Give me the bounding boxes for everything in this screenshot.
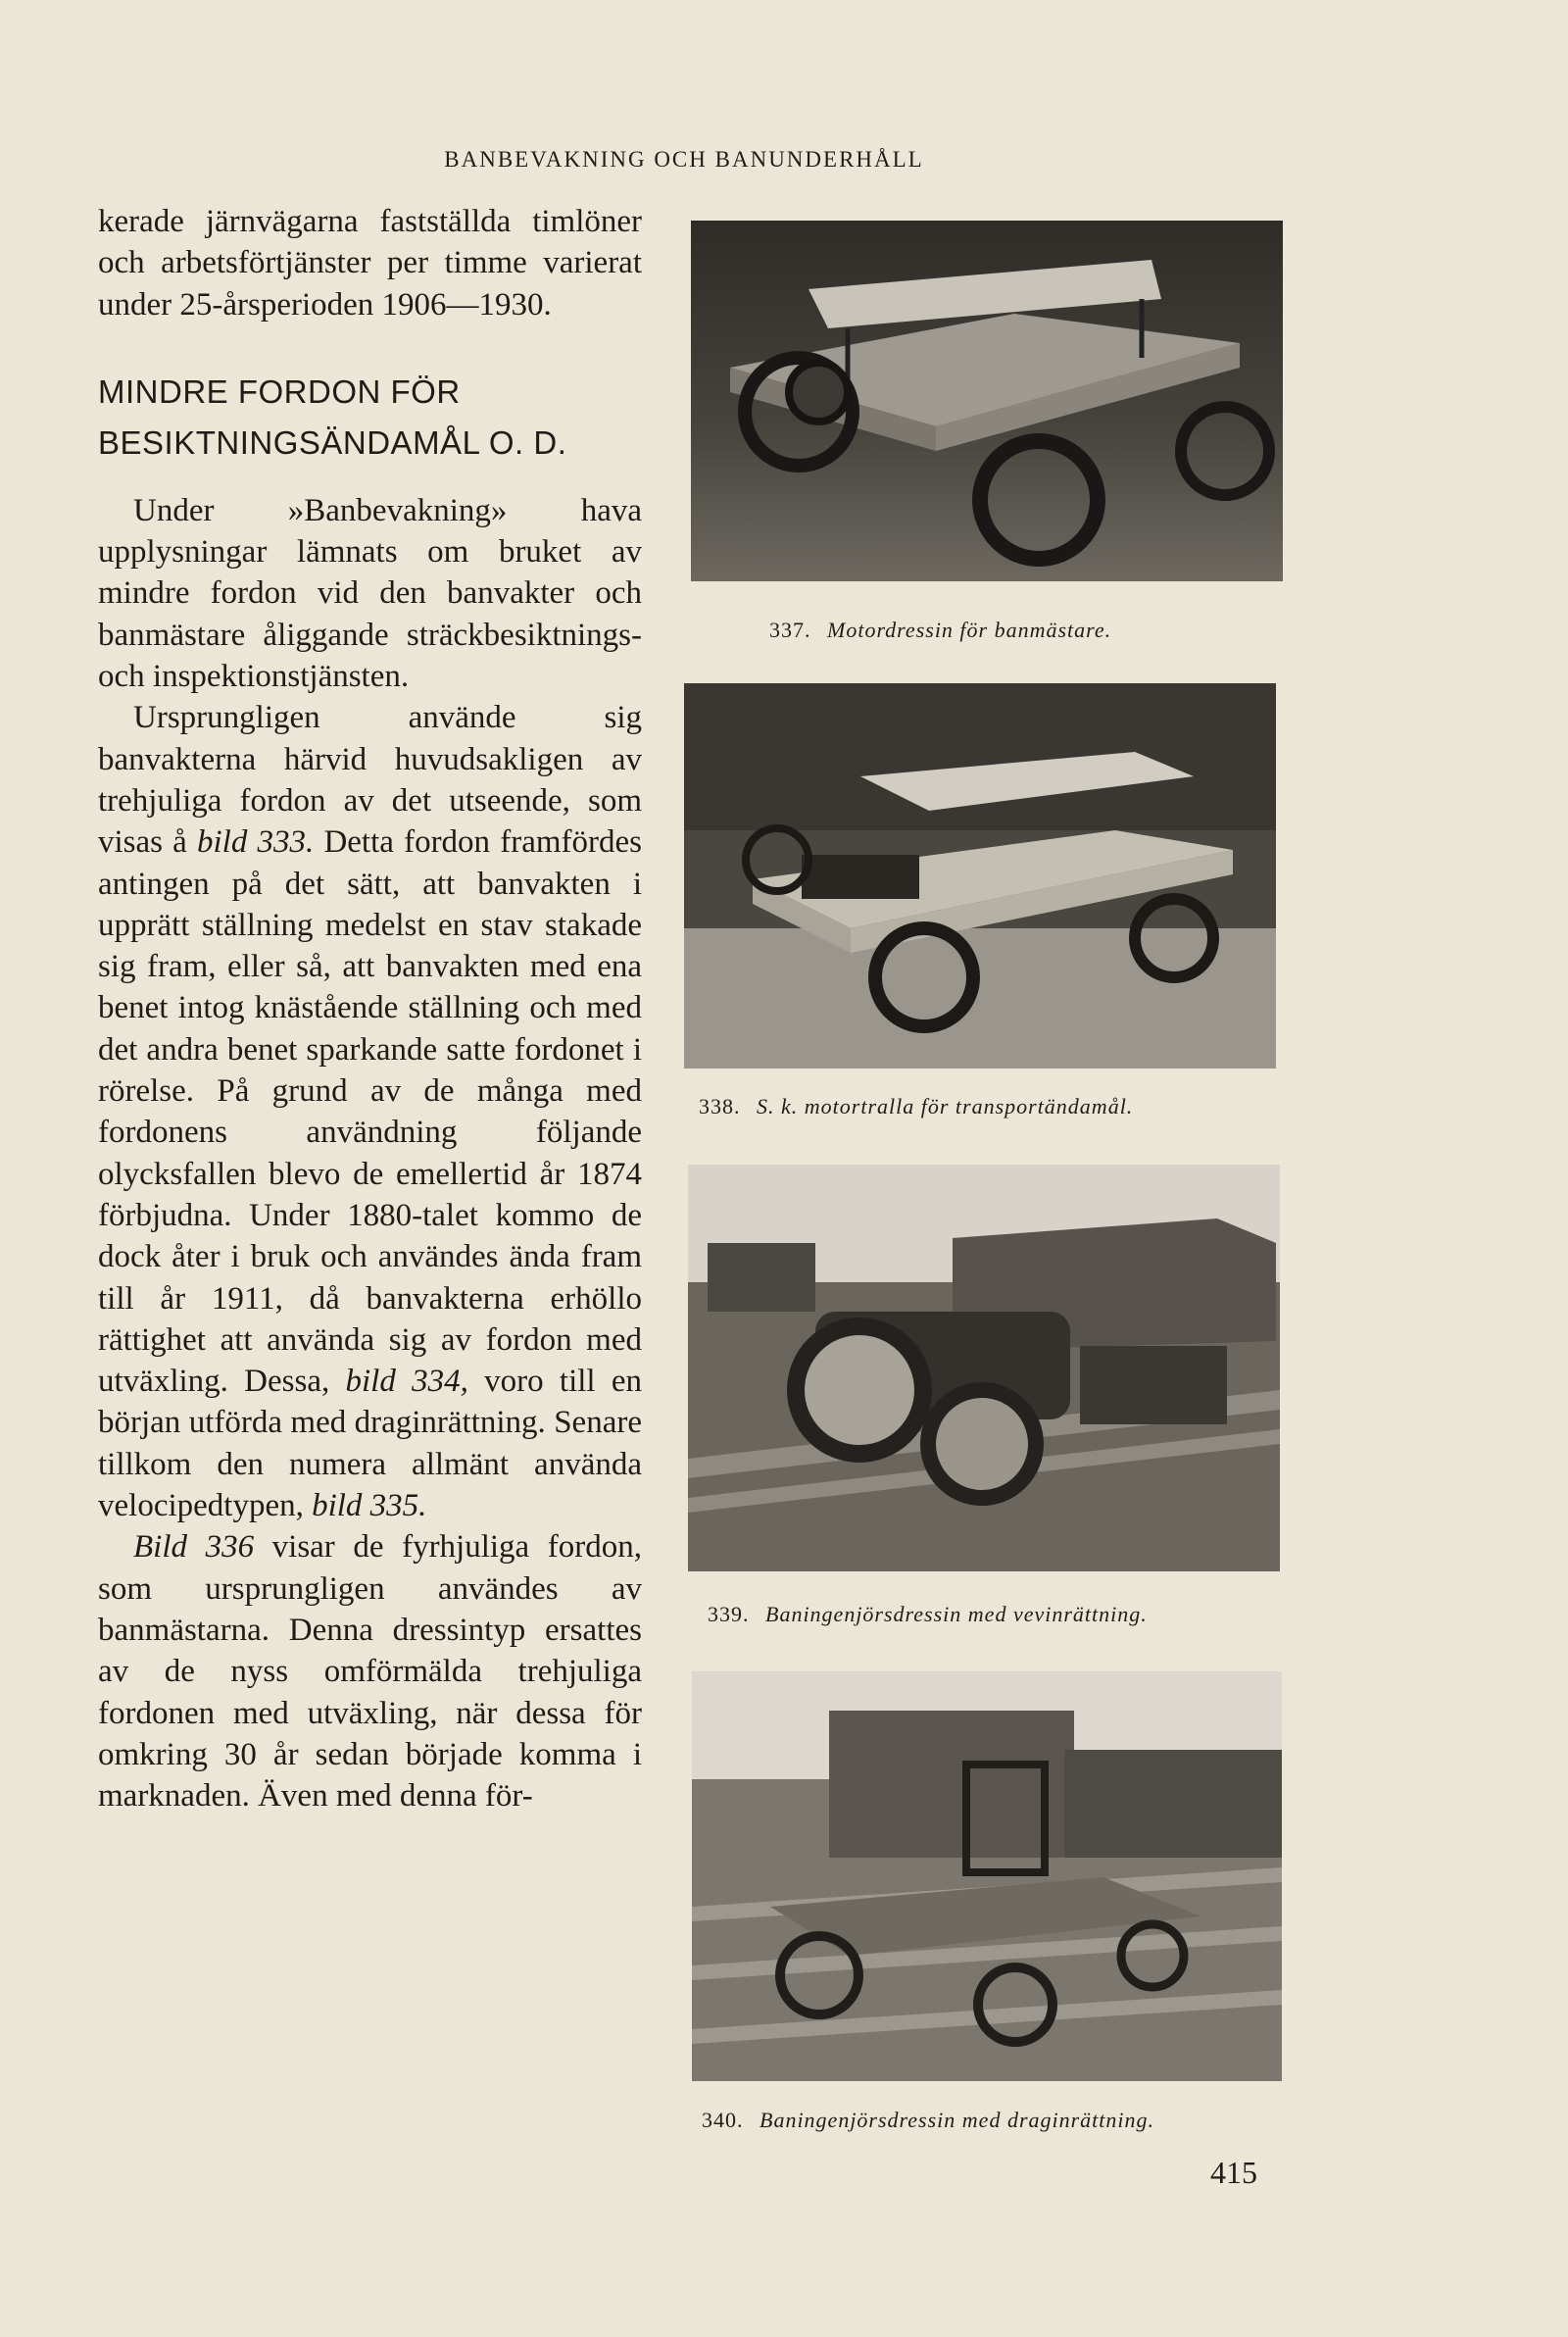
figure-ref-336: Bild 336 bbox=[133, 1529, 255, 1566]
photo-motor-trolley bbox=[684, 683, 1276, 1069]
paragraph-3-text: visar de fyrhjuliga fordon, som ursprungligen användes av banmästarna. Denna dressintyp ersattes av de nyss omförmälda trehjuliga fordonen med utväxling, när dessa för omkring 30 år sedan började komma i marknaden. Även med denna för- bbox=[98, 1529, 643, 1815]
paragraph-3 bbox=[98, 1526, 642, 1816]
figure-338-caption bbox=[699, 1094, 1133, 1119]
paragraph-2 bbox=[98, 697, 642, 1526]
figure-338-caption-text: S. k. motortralla för transportändamål. bbox=[757, 1094, 1134, 1119]
figure-339-number: 339. bbox=[708, 1602, 750, 1626]
figure-337-caption bbox=[769, 618, 1111, 643]
figure-ref-333: bild 333. bbox=[197, 824, 315, 861]
paragraph-2-text-b: Detta fordon framfördes antingen på det sätt, att banvakten i upprätt ställning medelst en stav stakade sig fram, eller så, att banvakten med ena benet intog knästående ställning och med det andra benet sparkande satte fordonet i rörelse. På grund av de många med fordonens användning följande olycksfallen blevo de emellertid år 1874 förbjudna. Under 1880-talet kommo de dock åter i bruk och användes ända fram till år 1911, då banvakterna erhöllo rättighet att använda sig av fordon med utväxling. Dessa, bbox=[98, 824, 642, 1400]
photo-motor-draisine bbox=[691, 221, 1283, 581]
figure-339-caption bbox=[708, 1602, 1148, 1627]
figure-337-caption-text: Motordressin för banmästare. bbox=[827, 618, 1112, 642]
paragraph-2-text-c: voro till en början utförda med draginrättning. Senare tillkom den numera allmänt använda velocipedtypen, bbox=[98, 1364, 642, 1524]
paragraph-2-text-a: Ursprungligen använde sig banvakterna härvid huvudsakligen av trehjuliga fordon av det utseende, som visas å bbox=[98, 700, 642, 861]
photo-crank-draisine bbox=[688, 1165, 1280, 1571]
photo-pull-draisine bbox=[692, 1671, 1282, 2081]
intro-paragraph: kerade järnvägarna fastställda timlöner och arbetsförtjänster per timme varierat under 25-årsperioden 1906—1930. bbox=[98, 204, 642, 323]
page-number: 415 bbox=[1210, 2155, 1257, 2190]
paragraph-1: Under »Banbevakning» hava upplysningar lämnats om bruket av mindre fordon vid den banvakter och banmästare åliggande sträckbesiktnings- och inspektionstjänsten. bbox=[98, 492, 642, 695]
figure-339-caption-text: Baningenjörsdressin med vevinrättning. bbox=[765, 1602, 1148, 1626]
figure-ref-335: bild 335. bbox=[312, 1488, 427, 1524]
figure-ref-334: bild 334, bbox=[345, 1364, 468, 1400]
figure-337-number: 337. bbox=[769, 618, 811, 642]
figure-340-caption bbox=[702, 2108, 1154, 2133]
figure-340-caption-text: Baningenjörsdressin med draginrättning. bbox=[760, 2108, 1155, 2132]
figure-338-number: 338. bbox=[699, 1094, 741, 1119]
body-text-column bbox=[98, 201, 642, 1816]
figure-340-number: 340. bbox=[702, 2108, 744, 2132]
running-head: BANBEVAKNING OCH BANUNDERHÅLL bbox=[444, 147, 924, 172]
section-heading: MINDRE FORDON FÖR BESIKTNINGSÄNDAMÅL O. D. bbox=[98, 373, 567, 461]
